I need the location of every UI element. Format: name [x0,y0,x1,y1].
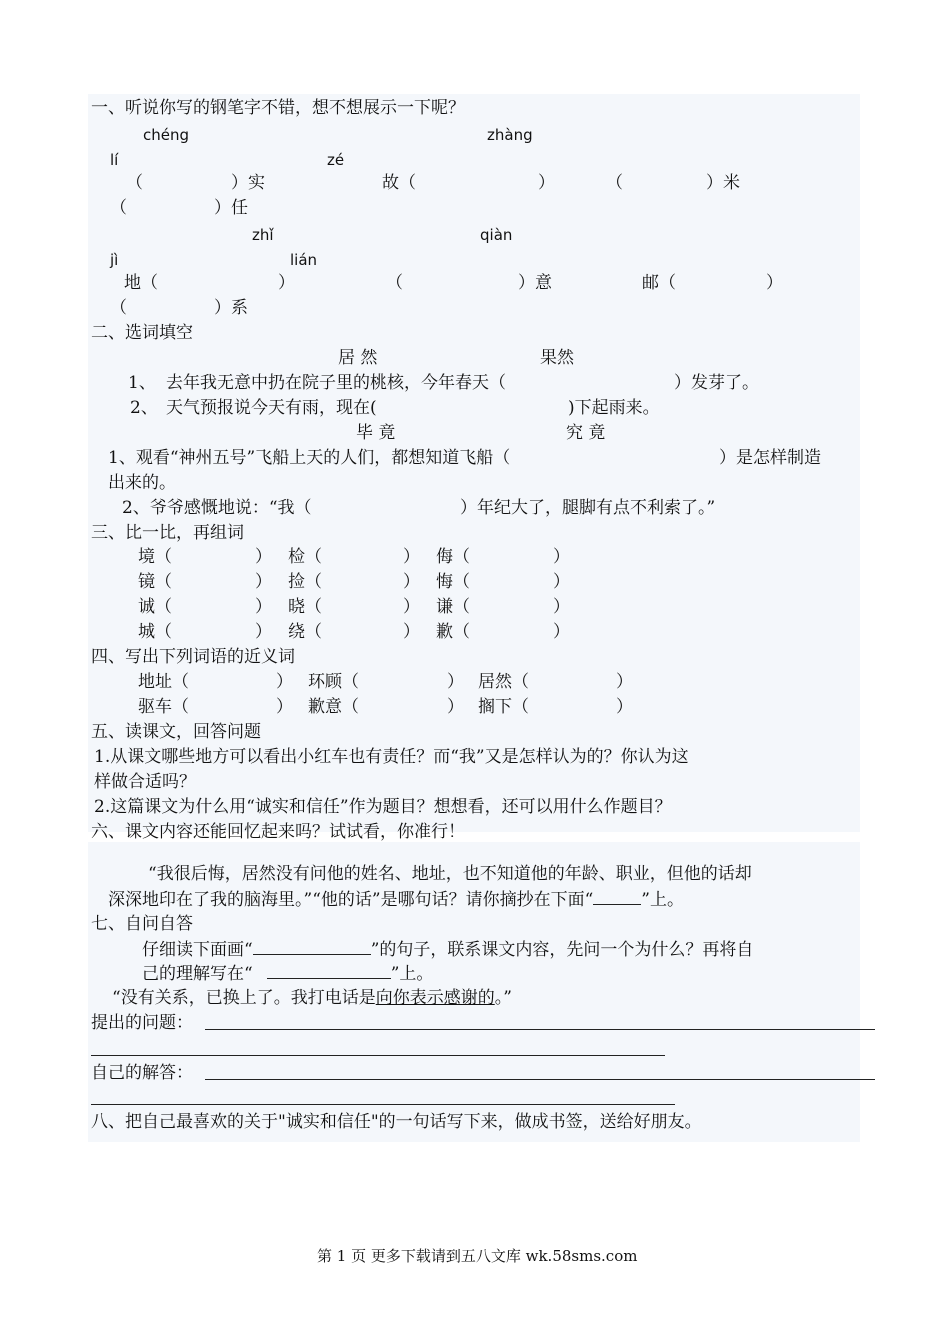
compare-word: 晓（ [288,597,322,617]
compare-word: 城（ [138,622,172,642]
pinyin-cheng: chéng [143,126,190,144]
answer-blank[interactable] [593,888,641,905]
reading-question-1: 1.从课文哪些地方可以看出小红车也有责任？而“我”又是怎样认为的？你认为这 [94,747,689,767]
synonym-word: 居然（ [478,672,529,692]
question-text-end: )下起雨来。 [568,398,660,418]
self-answer-line-2[interactable] [91,1104,675,1105]
question-text-end: ）年纪大了，腿脚有点不利索了。” [460,498,716,518]
reading-question-2: 2.这篇课文为什么用“诚实和信任”作为题目？想想看，还可以用什么作题目？ [94,797,672,817]
word-ren: ）任 [214,198,248,218]
answer-label: 自己的解答： [91,1063,193,1083]
synonym-word: 地址（ [138,672,189,692]
blank-close: ） [255,622,272,642]
section-3-heading: 三、比一比，再组词 [91,523,244,543]
section-8-heading: 八、把自己最喜欢的关于"诚实和信任"的一句话写下来，做成书签，送给好朋友。 [91,1112,702,1132]
synonym-word: 歉意（ [308,697,359,717]
synonym-word: 驱车（ [138,697,189,717]
recall-text-end: ”上。 [641,890,684,910]
section-1-heading: 一、听说你写的钢笔字不错，想不想展示一下呢？ [91,98,465,118]
self-ask-instruction [142,938,753,961]
blank-close: ） [616,672,633,692]
underline-sample [253,938,371,955]
choice-guoran: 果然 [540,348,574,368]
section-2-heading: 二、选词填空 [91,323,193,343]
blank-close: ） [553,572,570,592]
blank-close: ） [278,273,295,293]
blank-close: ） [255,597,272,617]
question-text: 去年我无意中扔在院子里的桃核，今年春天（ [166,373,506,393]
instruction-text: ”的句子，联系课文内容，先问一个为什么？再将自 [370,940,754,960]
blank-open: （ [606,173,623,193]
question-text: 2、爷爷感慨地说：“我（ [122,498,312,518]
compare-word: 绕（ [288,622,322,642]
quote-underlined: 向你表示感谢的 [375,988,495,1008]
reading-question-1-cont: 样做合适吗？ [94,772,196,792]
question-text: 出来的。 [108,473,176,493]
blank-close: ） [403,597,420,617]
blank-close: ） [447,672,464,692]
word-di: 地（ [124,273,158,293]
choice-bijing: 毕 竟 [356,423,396,443]
blank-close: ） [276,672,293,692]
section-7-heading: 七、自问自答 [91,914,193,934]
question-number: 1、 [128,373,156,393]
underline-sample [267,962,391,979]
blank-close: ） [553,597,570,617]
blank-close: ） [403,547,420,567]
page-footer: 第 1 页 更多下载请到五八文库 wk.58sms.com [317,1247,638,1265]
section-5-heading: 五、读课文，回答问题 [91,722,261,742]
choice-jiujing: 究 竟 [566,423,606,443]
word-gu: 故（ [382,173,416,193]
recall-text: 深深地印在了我的脑海里。”“他的话”是哪句话？请你摘抄在下面“ [108,890,594,910]
quote-text-end: 。” [494,988,512,1008]
instruction-text: 仔细读下面画“ [142,940,253,960]
ask-answer-line[interactable] [205,1029,875,1030]
compare-word: 捡（ [288,572,322,592]
pinyin-li: lí [110,151,119,169]
blank-close: ） [766,273,783,293]
pinyin-ze: zé [327,151,345,169]
blank-close: ） [616,697,633,717]
blank-close: ） [538,173,555,193]
word-shi: ）实 [231,173,265,193]
compare-word: 境（ [138,547,172,567]
question-text: 1、观看“神州五号”飞船上天的人们，都想知道飞船（ [108,448,511,468]
pinyin-zhi: zhǐ [252,226,274,244]
blank-close: ） [447,697,464,717]
word-mi: ）米 [706,173,740,193]
word-yi: ）意 [518,273,552,293]
quoted-sentence [112,987,512,1009]
recall-paragraph: “我很后悔，居然没有问他的姓名、地址，也不知道他的年龄、职业，但他的话却 [148,864,752,884]
instruction-text: ”上。 [390,964,434,984]
blank-open: （ [110,198,127,218]
question-text-end: ）是怎样制造 [719,448,821,468]
blank-close: ） [553,547,570,567]
blank-open: （ [110,298,127,318]
blank-close: ） [255,572,272,592]
synonym-word: 环顾（ [308,672,359,692]
pinyin-lian: lián [290,251,318,269]
compare-word: 悔（ [436,572,470,592]
pinyin-zhang: zhàng [487,126,533,144]
blank-close: ） [255,547,272,567]
word-xi: ）系 [214,298,248,318]
self-ask-instruction-cont [142,962,433,985]
synonym-word: 搁下（ [478,697,529,717]
compare-word: 谦（ [436,597,470,617]
compare-word: 侮（ [436,547,470,567]
choice-juran: 居 然 [338,348,378,368]
instruction-text: 己的理解写在“ [142,964,253,984]
section-4-heading: 四、写出下列词语的近义词 [91,647,295,667]
blank-close: ） [553,622,570,642]
blank-open: （ [386,273,403,293]
pinyin-ji: jì [110,251,119,269]
question-text-end: ）发芽了。 [674,373,759,393]
blank-close: ） [276,697,293,717]
blank-close: ） [403,622,420,642]
compare-word: 诚（ [138,597,172,617]
compare-word: 镜（ [138,572,172,592]
pinyin-qian: qiàn [480,226,513,244]
ask-answer-line-2[interactable] [91,1055,665,1056]
self-answer-line[interactable] [205,1079,875,1080]
recall-paragraph-cont [108,888,684,911]
blank-open: （ [126,173,143,193]
ask-label: 提出的问题： [91,1013,193,1033]
section-6-heading: 六、课文内容还能回忆起来吗？试试看，你准行！ [91,822,465,842]
question-number: 2、 [130,398,158,418]
compare-word: 歉（ [436,622,470,642]
compare-word: 检（ [288,547,322,567]
quote-text: “没有关系，已换上了。我打电话是 [112,988,376,1008]
word-you: 邮（ [642,273,676,293]
blank-close: ） [403,572,420,592]
question-text: 天气预报说今天有雨，现在( [166,398,377,418]
